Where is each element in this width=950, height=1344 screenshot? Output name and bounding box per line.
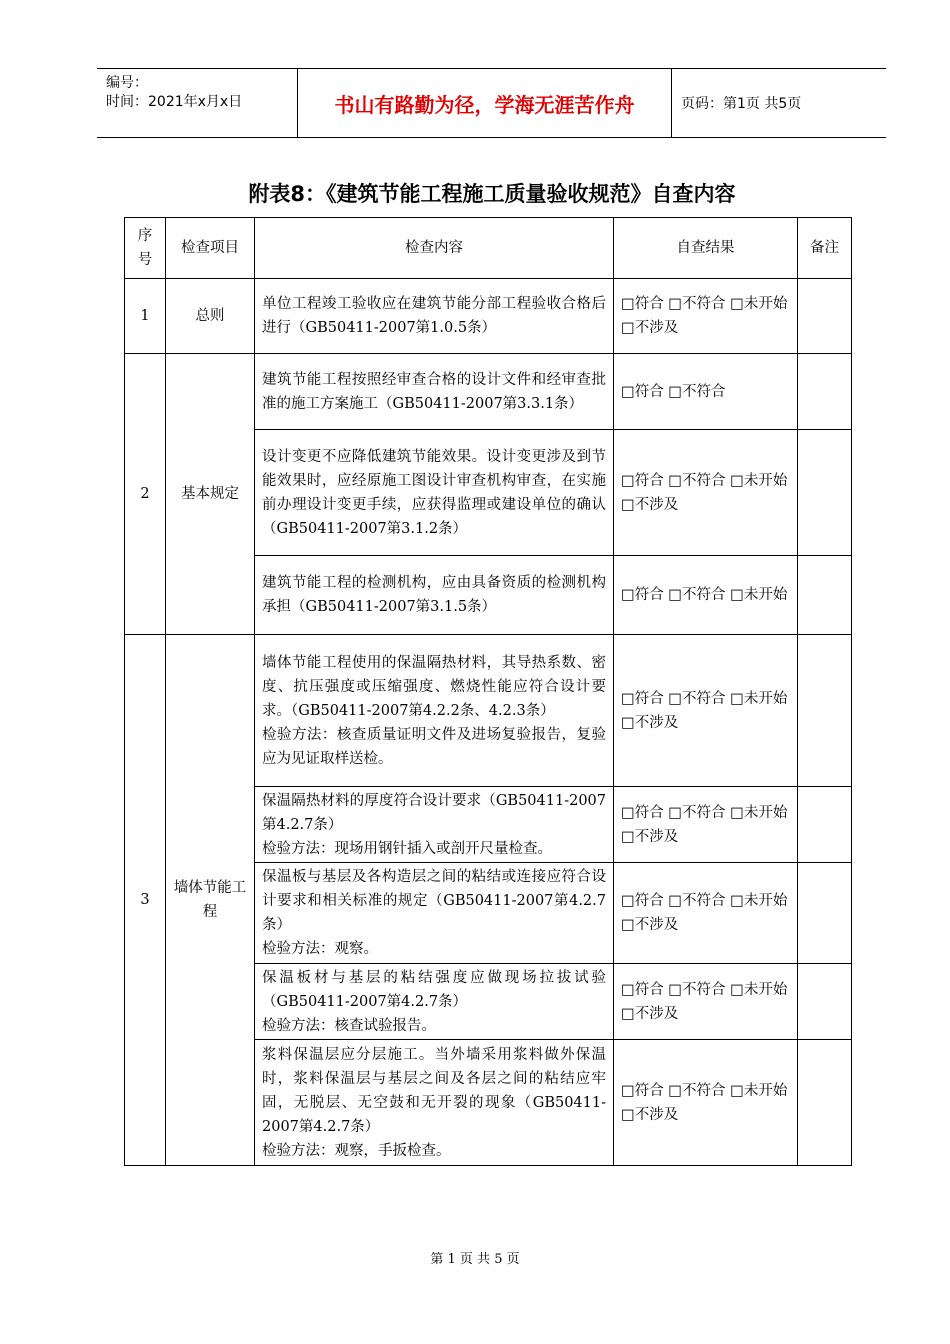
row-seq: 2 — [125, 354, 166, 635]
row-remark — [798, 556, 852, 635]
row-content — [255, 863, 614, 964]
row-remark — [798, 354, 852, 430]
header-meta-cell — [97, 69, 298, 137]
row-method-text: 检验方法：观察，手扳检查。 — [262, 1142, 451, 1159]
row-remark — [798, 430, 852, 556]
row-remark — [798, 635, 852, 787]
row-remark — [798, 964, 852, 1040]
row-result: □符合 □不符合 □未开始 □不涉及 — [614, 1040, 798, 1166]
row-result: □符合 □不符合 □未开始 □不涉及 — [614, 635, 798, 787]
row-method-text: 检验方法：核查试验报告。 — [262, 1017, 436, 1034]
row-content — [255, 787, 614, 863]
header-slogan: 书山有路勤为径，学海无涯苦作舟 — [298, 69, 672, 137]
time-label: 时间：2021年x月x日 — [106, 94, 243, 110]
header-content: 检查内容 — [255, 218, 614, 279]
table-row — [125, 354, 852, 430]
row-category: 基本规定 — [166, 354, 255, 635]
row-content-text: 墙体节能工程使用的保温隔热材料，其导热系数、密度、抗压强度或压缩强度、燃烧性能应符合设计要求。（GB50411-2007第4.2.2条、4.2.3条） — [262, 654, 606, 719]
row-result: □符合 □不符合 □未开始 □不涉及 — [614, 430, 798, 556]
row-seq: 3 — [125, 635, 166, 1166]
row-content: 单位工程竣工验收应在建筑节能分部工程验收合格后进行（GB50411-2007第1.0.5条） — [255, 279, 614, 354]
row-remark — [798, 1040, 852, 1166]
document-header — [97, 68, 886, 138]
row-content: 设计变更不应降低建筑节能效果。设计变更涉及到节能效果时，应经原施工图设计审查机构审查，在实施前办理设计变更手续，应获得监理或建设单位的确认（GB50411-2007第3.1.2条） — [255, 430, 614, 556]
header-category: 检查项目 — [166, 218, 255, 279]
row-content: 建筑节能工程的检测机构，应由具备资质的检测机构承担（GB50411-2007第3.1.5条） — [255, 556, 614, 635]
row-result: □符合 □不符合 — [614, 354, 798, 430]
row-result: □符合 □不符合 □未开始 — [614, 556, 798, 635]
row-content-text: 保温板材与基层的粘结强度应做现场拉拔试验（GB50411-2007第4.2.7条） — [262, 969, 606, 1010]
page-title: 附表8：《建筑节能工程施工质量验收规范》自查内容 — [248, 182, 736, 206]
row-content — [255, 1040, 614, 1166]
row-result: □符合 □不符合 □未开始 □不涉及 — [614, 279, 798, 354]
row-remark — [798, 863, 852, 964]
row-result: □符合 □不符合 □未开始 □不涉及 — [614, 863, 798, 964]
row-seq: 1 — [125, 279, 166, 354]
row-method-text: 检验方法：现场用钢针插入或剖开尺量检查。 — [262, 840, 552, 857]
table-row — [125, 279, 852, 354]
row-category: 墙体节能工程 — [166, 635, 255, 1166]
page-footer: 第 1 页 共 5 页 — [430, 1252, 520, 1267]
row-content-text: 保温隔热材料的厚度符合设计要求（GB50411-2007第4.2.7条） — [262, 792, 606, 833]
header-result: 自查结果 — [614, 218, 798, 279]
table-row — [125, 635, 852, 787]
checklist-table — [124, 217, 852, 1166]
header-page-label: 页码：第1页 共5页 — [681, 96, 802, 112]
table-header-row — [125, 218, 852, 279]
row-category: 总则 — [166, 279, 255, 354]
header-remark: 备注 — [798, 218, 852, 279]
row-remark — [798, 787, 852, 863]
row-content: 建筑节能工程按照经审查合格的设计文件和经审查批准的施工方案施工（GB50411-2007第3.3.1条） — [255, 354, 614, 430]
row-content — [255, 964, 614, 1040]
row-result: □符合 □不符合 □未开始 □不涉及 — [614, 787, 798, 863]
row-method-text: 检验方法：观察。 — [262, 941, 378, 957]
row-content-text: 浆料保温层应分层施工。当外墙采用浆料做外保温时，浆料保温层与基层之间及各层之间的粘结应牢固，无脱层、无空鼓和无开裂的现象（GB50411-2007第4.2.7条） — [262, 1046, 606, 1135]
header-seq: 序号 — [125, 218, 166, 279]
row-content-text: 保温板与基层及各构造层之间的粘结或连接应符合设计要求和相关标准的规定（GB50411-2007第4.2.7条） — [262, 869, 606, 933]
row-content — [255, 635, 614, 787]
row-method-text: 检验方法：核查质量证明文件及进场复验报告，复验应为见证取样送检。 — [262, 726, 606, 767]
row-remark — [798, 279, 852, 354]
number-label: 编号： — [106, 75, 148, 91]
row-result: □符合 □不符合 □未开始 □不涉及 — [614, 964, 798, 1040]
